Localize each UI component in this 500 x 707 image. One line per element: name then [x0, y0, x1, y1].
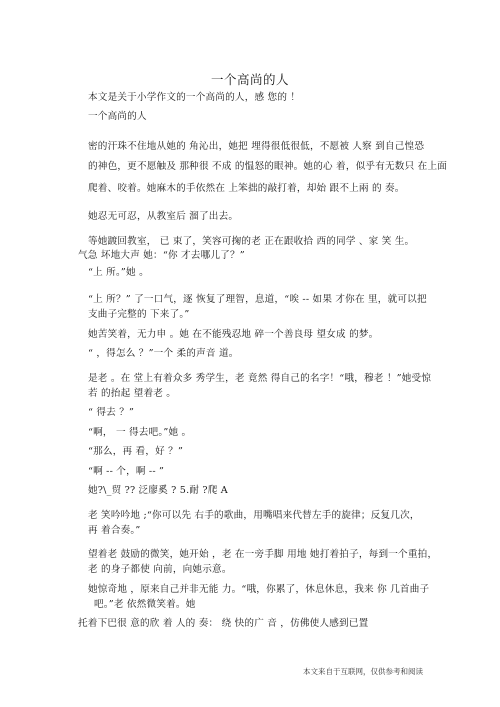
text-line: 她忍无可忍，从教室后 溜了出去。 — [88, 211, 239, 222]
text-line: 老 的身子都使 向前，向她示意。 — [88, 564, 232, 575]
text-line: 气急 坏地大声 她：“你 才去哪儿了？” — [78, 250, 245, 261]
text-line: 的神色，更不愿触及 那种很 不成 的愠怒的眼神。她的心 着，似乎有无数只 在上面 — [88, 161, 448, 172]
text-line: 望着老 鼓励的微笑，她开始 ，老 在一旁手脚 用地 她打着拍子，每到一个重拍， — [88, 549, 438, 560]
text-line: 一个高尚的人 — [88, 111, 147, 122]
text-line: “上 所。”她 。 — [88, 267, 149, 278]
text-line: 密的汗珠不住地从她的 角沁出，她把 埋得很低很低，不愿被 人察 到自己惶恐 — [88, 141, 425, 152]
text-line: 她?\_贸 ?? 泛廖奚 ? 5.耐 ?爬 A — [88, 485, 228, 496]
text-line: “啊 -- 个，啊 -- ” — [88, 466, 165, 477]
text-line: 是老 。在 堂上有着众多 秀学生，老 竟然 得自己的名字！“哦，穆老 ！”她受惊 — [88, 373, 432, 384]
text-line: 老 笑吟吟地 ;“你可以先 右手的歌曲，用嘴唱来代替左手的旋律；反复几次， — [88, 510, 420, 521]
text-line: “ ，得怎么 ？”一个 柔的声音 道。 — [88, 348, 239, 359]
text-line: 吧。”老 依然微笑着。她 — [94, 599, 196, 610]
text-line: 等她踱回教室， 已 束了，笑容可掬的老 正在跟收拾 西的同学 、家 笑 生。 — [88, 236, 415, 247]
text-line: 托着下巴很 意的欣 着 人的 奏： 绕 快的广 音 ，仿佛使人感到已置 — [78, 618, 369, 629]
text-line: 再 着合奏。” — [88, 525, 141, 536]
text-line: 她苦笑着，无力申 。她 在不能残忍地 碎一个善良母 望女成 的梦。 — [88, 329, 379, 340]
text-line: 本文是关于小学作文的一个高尚的人，感 您的 ！ — [88, 92, 301, 103]
text-line: “啊， 一 得去吧。”她 。 — [88, 427, 192, 438]
text-line: “那么，再 看，好 ？” — [88, 446, 184, 457]
text-line: “上 所？” 了一口气，逐 恢复了理智，息道，“唉 -- 如果 才你在 里，就可以把 — [88, 294, 427, 305]
text-line: 爬着、咬着。她麻木的手依然在 上笨拙的敲打着，却始 跟不上兩 的 奏。 — [88, 183, 405, 194]
text-line: 她惊奇地 ，原来自己并非无能 力。“哦，你累了，休息休息，我来 你 几首曲子 — [88, 584, 430, 595]
text-line: 若 的抬起 望着老 。 — [88, 388, 177, 399]
document-title: 一个高尚的人 — [210, 72, 289, 87]
text-line: “ 得去 ？” — [88, 407, 135, 418]
footer-note: 本文来自于互联网，仅供参考和阅读 — [303, 667, 423, 676]
text-line: 支曲子完整的 下来了。” — [88, 309, 190, 320]
